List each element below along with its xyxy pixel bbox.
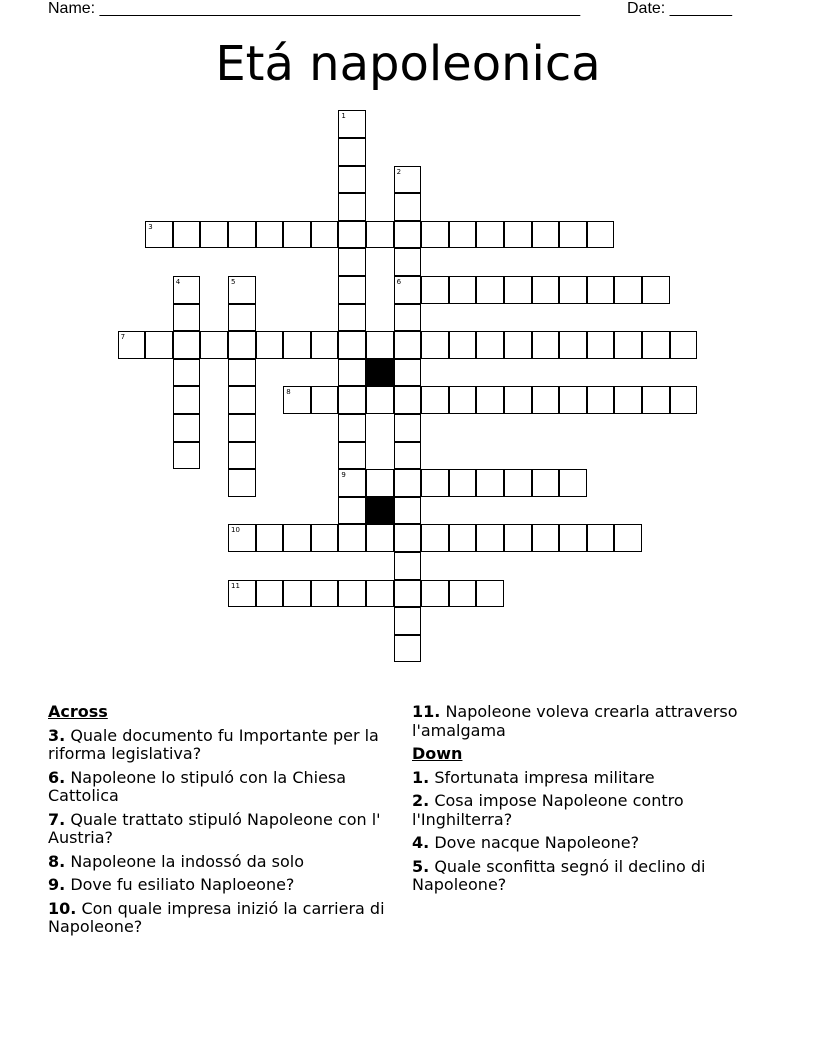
clue-number: 6. [48, 767, 66, 787]
grid-cell[interactable] [670, 386, 698, 414]
grid-cell[interactable] [173, 221, 201, 249]
grid-cell[interactable] [311, 524, 339, 552]
grid-cell[interactable] [366, 221, 394, 249]
grid-cell[interactable] [587, 221, 615, 249]
clue-down-2 [412, 792, 752, 829]
grid-cell[interactable] [504, 524, 532, 552]
grid-cell[interactable] [449, 580, 477, 608]
grid-cell[interactable] [394, 331, 422, 359]
clue-number: 11. [412, 702, 441, 721]
grid-cell[interactable] [642, 276, 670, 304]
grid-cell[interactable] [394, 193, 422, 221]
grid-cell[interactable] [587, 276, 615, 304]
date-field-line: Date: _______ [627, 0, 732, 17]
grid-cell[interactable] [338, 524, 366, 552]
clue-number-label: 2 [396, 167, 402, 176]
grid-cell[interactable] [504, 386, 532, 414]
grid-cell[interactable] [449, 276, 477, 304]
grid-cell[interactable] [283, 524, 311, 552]
grid-cell[interactable] [559, 386, 587, 414]
grid-cell[interactable] [256, 331, 284, 359]
clue-number: 5. [412, 856, 430, 876]
clue-number-label: 9 [341, 471, 346, 480]
grid-cell[interactable] [587, 386, 615, 414]
grid-cell[interactable] [421, 386, 449, 414]
grid-cell[interactable] [504, 221, 532, 249]
clue-text: Napoleone la indossó da solo [70, 851, 304, 871]
grid-cell[interactable] [670, 331, 698, 359]
clue-number-label: 4 [175, 278, 181, 286]
clue-text: Quale documento fu Importante per la riforma legislativa? [48, 725, 379, 763]
grid-cell[interactable] [449, 524, 477, 552]
clue-text: Dove fu esiliato Naploeone? [70, 875, 295, 894]
page-title: Etá napoleonica [215, 36, 601, 92]
clue-number: 3. [48, 725, 66, 745]
grid-cell[interactable] [311, 221, 339, 249]
grid-cell[interactable] [338, 166, 366, 194]
clue-number-label: 6 [396, 278, 402, 286]
grid-cell[interactable] [449, 221, 477, 249]
clue-number: 10. [48, 898, 77, 918]
grid-cell[interactable] [421, 221, 449, 249]
clue-text: Napoleone lo stipuló con la Chiesa Cattolica [48, 767, 347, 805]
grid-cell[interactable] [338, 359, 366, 387]
grid-cell[interactable] [642, 386, 670, 414]
clue-number: 1. [412, 767, 430, 787]
grid-cell[interactable] [421, 469, 449, 497]
grid-cell[interactable] [256, 580, 284, 608]
grid-cell[interactable] [228, 469, 256, 497]
grid-cell[interactable] [504, 276, 532, 304]
grid-cell[interactable] [614, 331, 642, 359]
clue-across-9 [48, 876, 388, 895]
grid-cell[interactable] [173, 304, 201, 332]
grid-cell[interactable] [476, 331, 504, 359]
clue-number-label: 10 [231, 526, 240, 535]
across-heading: Across [48, 702, 108, 721]
grid-cell[interactable] [614, 386, 642, 414]
grid-cell[interactable] [476, 386, 504, 414]
grid-cell[interactable] [173, 359, 201, 387]
grid-cell[interactable] [614, 276, 642, 304]
grid-cell[interactable] [338, 276, 366, 304]
clue-down-5 [412, 858, 752, 895]
grid-cell[interactable] [532, 386, 560, 414]
grid-cell[interactable] [283, 580, 311, 608]
grid-cell[interactable] [228, 386, 256, 414]
grid-cell[interactable] [394, 552, 422, 580]
grid-cell[interactable] [559, 469, 587, 497]
grid-cell[interactable] [338, 442, 366, 470]
grid-cell[interactable] [559, 276, 587, 304]
grid-cell[interactable] [338, 331, 366, 359]
clue-across-11 [412, 703, 752, 740]
grid-cell[interactable] [421, 276, 449, 304]
grid-cell[interactable] [614, 524, 642, 552]
grid-cell[interactable] [256, 524, 284, 552]
grid-cell[interactable] [504, 331, 532, 359]
clue-across-8 [48, 853, 388, 872]
clue-text: Cosa impose Napoleone contro l'Inghilterra? [412, 791, 684, 829]
grid-cell[interactable] [394, 248, 422, 276]
grid-cell[interactable] [311, 331, 339, 359]
grid-cell[interactable] [338, 580, 366, 608]
grid-cell[interactable] [421, 580, 449, 608]
grid-cell[interactable] [228, 442, 256, 470]
grid-cell[interactable] [587, 331, 615, 359]
grid-cell[interactable] [476, 524, 504, 552]
grid-cell[interactable] [145, 331, 173, 359]
clue-across-10 [48, 900, 388, 937]
clue-number: 4. [412, 833, 430, 852]
grid-cell[interactable] [394, 359, 422, 387]
clue-across-7 [48, 811, 388, 848]
clue-number-label: 7 [120, 333, 126, 342]
clues-column-right [412, 703, 752, 900]
clue-across-6 [48, 769, 388, 806]
clue-number: 2. [412, 791, 430, 810]
grid-cell[interactable] [421, 331, 449, 359]
grid-cell[interactable] [587, 524, 615, 552]
grid-cell[interactable] [338, 248, 366, 276]
grid-cell[interactable] [421, 524, 449, 552]
grid-cell[interactable] [173, 386, 201, 414]
grid-cell[interactable] [394, 607, 422, 635]
clue-down-4 [412, 834, 752, 853]
clue-text: Dove nacque Napoleone? [434, 833, 640, 852]
black-square [366, 359, 394, 387]
clue-number-label: 5 [231, 278, 236, 286]
clue-number: 9. [48, 875, 66, 894]
grid-cell[interactable] [200, 331, 228, 359]
grid-cell[interactable] [200, 221, 228, 249]
clue-text: Quale sconfitta segnó il declino di Napoleone? [412, 856, 706, 894]
grid-cell[interactable] [228, 221, 256, 249]
clues-column-left [48, 703, 388, 942]
clue-number-label: 3 [148, 222, 153, 231]
grid-cell[interactable] [559, 524, 587, 552]
grid-cell[interactable] [476, 469, 504, 497]
clue-text: Napoleone voleva crearla attraverso l'amalgama [412, 702, 738, 740]
clue-number-label: 11 [231, 581, 240, 590]
clue-text: Sfortunata impresa militare [434, 767, 655, 787]
grid-cell[interactable] [476, 580, 504, 608]
grid-cell[interactable] [394, 635, 422, 663]
clue-text: Con quale impresa inizió la carriera di Napoleone? [48, 898, 385, 936]
grid-cell[interactable] [366, 580, 394, 608]
grid-cell[interactable] [228, 414, 256, 442]
grid-cell[interactable] [366, 331, 394, 359]
grid-cell[interactable] [256, 221, 284, 249]
clue-across-3 [48, 727, 388, 764]
grid-cell[interactable] [228, 331, 256, 359]
grid-cell[interactable] [449, 386, 477, 414]
grid-cell[interactable] [476, 221, 504, 249]
grid-cell[interactable] [283, 221, 311, 249]
grid-cell[interactable] [338, 414, 366, 442]
grid-cell[interactable] [504, 469, 532, 497]
grid-cell[interactable] [173, 331, 201, 359]
grid-cell[interactable] [532, 221, 560, 249]
clue-number: 7. [48, 809, 66, 829]
grid-cell[interactable] [476, 276, 504, 304]
grid-cell[interactable] [559, 221, 587, 249]
grid-cell[interactable] [366, 386, 394, 414]
grid-cell[interactable] [394, 497, 422, 525]
grid-cell[interactable] [532, 469, 560, 497]
grid-cell[interactable] [642, 331, 670, 359]
grid-cell[interactable] [394, 442, 422, 470]
grid-cell[interactable] [283, 331, 311, 359]
clue-text: Quale trattato stipuló Napoleone con l' Austria? [48, 809, 381, 847]
grid-cell[interactable] [394, 414, 422, 442]
black-square [366, 497, 394, 525]
grid-cell[interactable] [449, 331, 477, 359]
clue-number: 8. [48, 851, 66, 871]
grid-cell[interactable] [366, 524, 394, 552]
grid-cell[interactable] [311, 386, 339, 414]
name-field-line: Name: ______________________________________________________ [48, 0, 581, 17]
clue-number-label: 1 [341, 112, 346, 121]
grid-cell[interactable] [394, 386, 422, 414]
grid-cell[interactable] [394, 524, 422, 552]
grid-cell[interactable] [559, 331, 587, 359]
down-heading: Down [412, 744, 463, 763]
grid-cell[interactable] [532, 331, 560, 359]
grid-cell[interactable] [532, 524, 560, 552]
grid-cell[interactable] [394, 221, 422, 249]
grid-cell[interactable] [338, 221, 366, 249]
clue-down-1 [412, 769, 752, 788]
grid-cell[interactable] [338, 386, 366, 414]
clue-number-label: 8 [286, 388, 291, 397]
grid-cell[interactable] [394, 469, 422, 497]
grid-cell[interactable] [532, 276, 560, 304]
grid-cell[interactable] [366, 469, 394, 497]
grid-cell[interactable] [228, 304, 256, 332]
grid-cell[interactable] [394, 304, 422, 332]
grid-cell[interactable] [338, 138, 366, 166]
grid-cell[interactable] [338, 304, 366, 332]
grid-cell[interactable] [449, 469, 477, 497]
grid-cell[interactable] [173, 414, 201, 442]
grid-cell[interactable] [311, 580, 339, 608]
grid-cell[interactable] [228, 359, 256, 387]
grid-cell[interactable] [173, 442, 201, 470]
grid-cell[interactable] [338, 497, 366, 525]
grid-cell[interactable] [394, 580, 422, 608]
grid-cell[interactable] [338, 193, 366, 221]
